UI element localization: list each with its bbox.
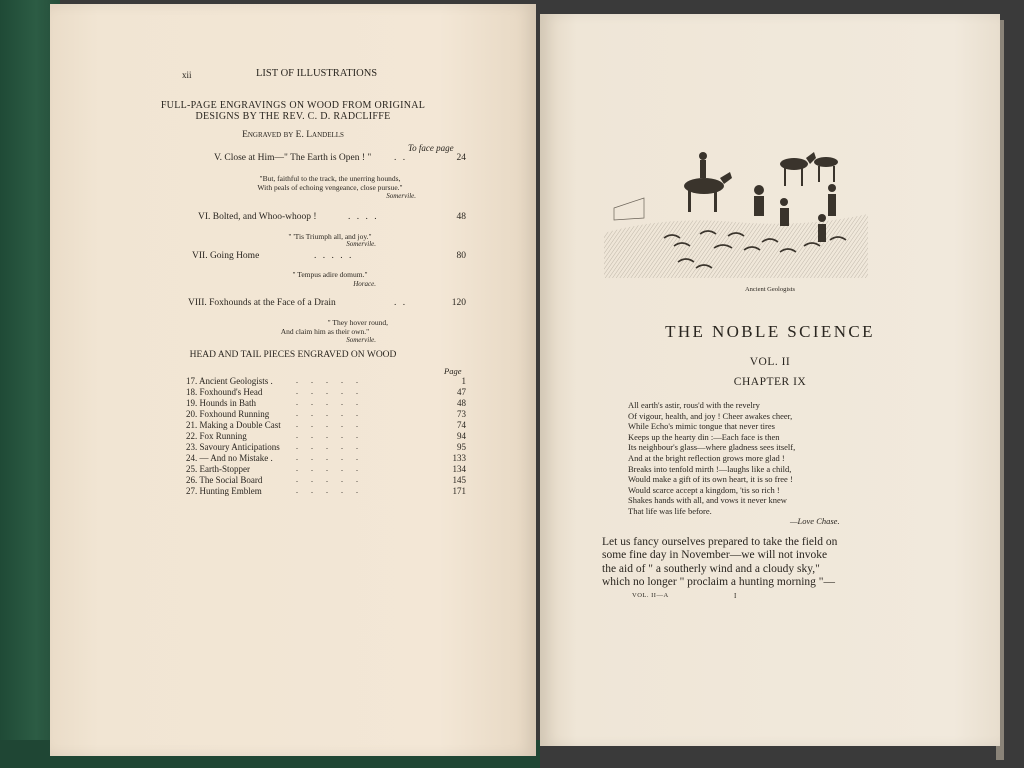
engraving-illustration (604, 138, 868, 278)
piece-page: 48 (457, 398, 466, 408)
piece-title: 24. — And no Mistake . (186, 453, 273, 463)
page-column-label: Page (444, 366, 462, 376)
quote-attribution: Horace. (353, 280, 376, 288)
section2-title: HEAD AND TAIL PIECES ENGRAVED ON WOOD (189, 350, 397, 360)
page-number: xii (182, 70, 192, 80)
poem-line: Its neighbour's glass—where gladness sees itself, (628, 442, 796, 453)
piece-title: 27. Hunting Emblem (186, 486, 262, 496)
quote-line: " Tempus adire domum." (292, 270, 368, 279)
leader-dots: . . . . . (314, 251, 354, 261)
piece-page: 95 (457, 442, 466, 452)
list-item: 18. Foxhound's Head ..... 47 (186, 387, 466, 397)
quote-line: And claim him as their own." (280, 327, 370, 336)
poem-line: While Echo's mimic tongue that never tires (628, 421, 775, 432)
poem-line: All earth's astir, rous'd with the revelry (628, 400, 760, 410)
plate-quote (250, 318, 400, 336)
poem-line: Would scarce accept a kingdom, 'tis so rich ! (628, 484, 780, 495)
left-page (50, 4, 536, 756)
piece-page: 145 (452, 475, 466, 485)
list-item: 22. Fox Running ..... 94 (186, 431, 466, 441)
quote-attribution: Somervile. (386, 192, 416, 200)
list-item: 25. Earth-Stopper ..... 134 (186, 464, 466, 474)
epigraph-poem (628, 400, 795, 517)
poem-line: That life was life before. (628, 505, 712, 516)
section1-title-line1: FULL-PAGE ENGRAVINGS ON WOOD FROM ORIGINAL (160, 100, 426, 111)
list-item: 21. Making a Double Cast ..... 74 (186, 420, 466, 430)
list-item: 17. Ancient Geologists . ..... 1 (186, 376, 466, 386)
poem-line: Keeps up the hearty din :—Each face is then (628, 431, 780, 442)
running-head (182, 68, 378, 80)
piece-page: 73 (457, 409, 466, 419)
section1-title-line2: DESIGNS BY THE REV. C. D. RADCLIFFE (195, 111, 391, 122)
piece-title: 19. Hounds in Bath (186, 398, 257, 408)
plate-quote (230, 270, 430, 279)
piece-page: 133 (452, 453, 466, 463)
plate-quote (230, 174, 430, 192)
prose-line: some fine day in November—we will not invoke (602, 549, 828, 562)
prose-line: which no longer " proclaim a hunting morning "— (602, 576, 835, 589)
piece-title: 25. Earth-Stopper (186, 464, 250, 474)
piece-page: 171 (452, 486, 466, 496)
prose-line: the aid of " a southerly wind and a cloudy sky," (602, 562, 820, 575)
folio-number: I (734, 592, 737, 600)
plate-entry (192, 251, 466, 263)
list-item: 23. Savoury Anticipations ..... 95 (186, 442, 466, 452)
piece-title: 22. Fox Running (186, 431, 247, 441)
poem-line: Shakes hands with all, and vows it never knew (628, 495, 787, 506)
quote-line: " 'Tis Triumph all, and joy." (288, 232, 372, 241)
volume-label: VOL. II (749, 356, 791, 368)
book-title: THE NOBLE SCIENCE (665, 322, 875, 341)
running-head-title: LIST OF ILLUSTRATIONS (256, 68, 378, 79)
piece-page: 134 (452, 464, 466, 474)
poem-line: And at the bright reflection grows more glad ! (628, 452, 785, 463)
leader-dots: . . (394, 153, 408, 163)
signature-mark: VOL. II—A (632, 592, 669, 599)
piece-page: 47 (457, 387, 466, 397)
plate-title: V. Close at Him—" The Earth is Open ! " (214, 153, 372, 163)
list-item: 20. Foxhound Running ..... 73 (186, 409, 466, 419)
plate-page: 48 (456, 212, 466, 222)
leader-dots: . . . . (348, 212, 379, 222)
chapter-text (602, 536, 876, 590)
list-item: 27. Hunting Emblem ..... 171 (186, 486, 466, 496)
poem-line: Of vigour, health, and joy ! Cheer awakes cheer, (628, 410, 793, 421)
piece-page: 94 (457, 431, 466, 441)
quote-line: With peals of echoing vengeance, close pursue." (257, 183, 403, 192)
plate-entry (188, 298, 466, 310)
to-face-page-label: To face page (408, 143, 454, 153)
poem-line: Breaks into tenfold mirth !—laughs like a child, (628, 463, 792, 474)
piece-title: 17. Ancient Geologists . (186, 376, 273, 386)
list-item: 24. — And no Mistake . ..... 133 (186, 453, 466, 463)
quote-line: " They hover round, (327, 318, 388, 327)
quote-attribution: Somervile. (346, 336, 376, 344)
plate-title: VIII. Foxhounds at the Face of a Drain (188, 298, 336, 308)
piece-title: 18. Foxhound's Head (186, 387, 263, 397)
poem-attribution: —Love Chase. (790, 516, 840, 526)
piece-page: 74 (457, 420, 466, 430)
quote-attribution: Somervile. (346, 240, 376, 248)
plate-entry (214, 153, 466, 165)
plate-entry (198, 212, 466, 224)
prose-line: Let us fancy ourselves prepared to take the field on (602, 536, 838, 548)
piece-title: 23. Savoury Anticipations (186, 442, 280, 452)
piece-title: 21. Making a Double Cast (186, 420, 281, 430)
plate-page: 24 (456, 153, 466, 163)
engraver-credit: Engraved by E. Landells (242, 130, 344, 140)
right-page (540, 14, 1000, 746)
quote-line: "But, faithful to the track, the unerring hounds, (259, 174, 401, 183)
leader-dots: . . (394, 298, 408, 308)
list-item: 26. The Social Board ..... 145 (186, 475, 466, 485)
plate-page: 120 (451, 298, 466, 308)
piece-title: 26. The Social Board (186, 475, 263, 485)
plate-page: 80 (456, 251, 466, 261)
plate-title: VII. Going Home (192, 251, 260, 261)
illustration-caption: Ancient Geologists (744, 286, 795, 293)
plate-title: VI. Bolted, and Whoo-whoop ! (198, 212, 317, 222)
list-item: 19. Hounds in Bath ..... 48 (186, 398, 466, 408)
piece-title: 20. Foxhound Running (186, 409, 270, 419)
poem-line: Would make a gift of its own heart, it is so free ! (628, 474, 793, 485)
piece-page: 1 (461, 376, 466, 386)
chapter-heading: CHAPTER IX (733, 376, 807, 388)
